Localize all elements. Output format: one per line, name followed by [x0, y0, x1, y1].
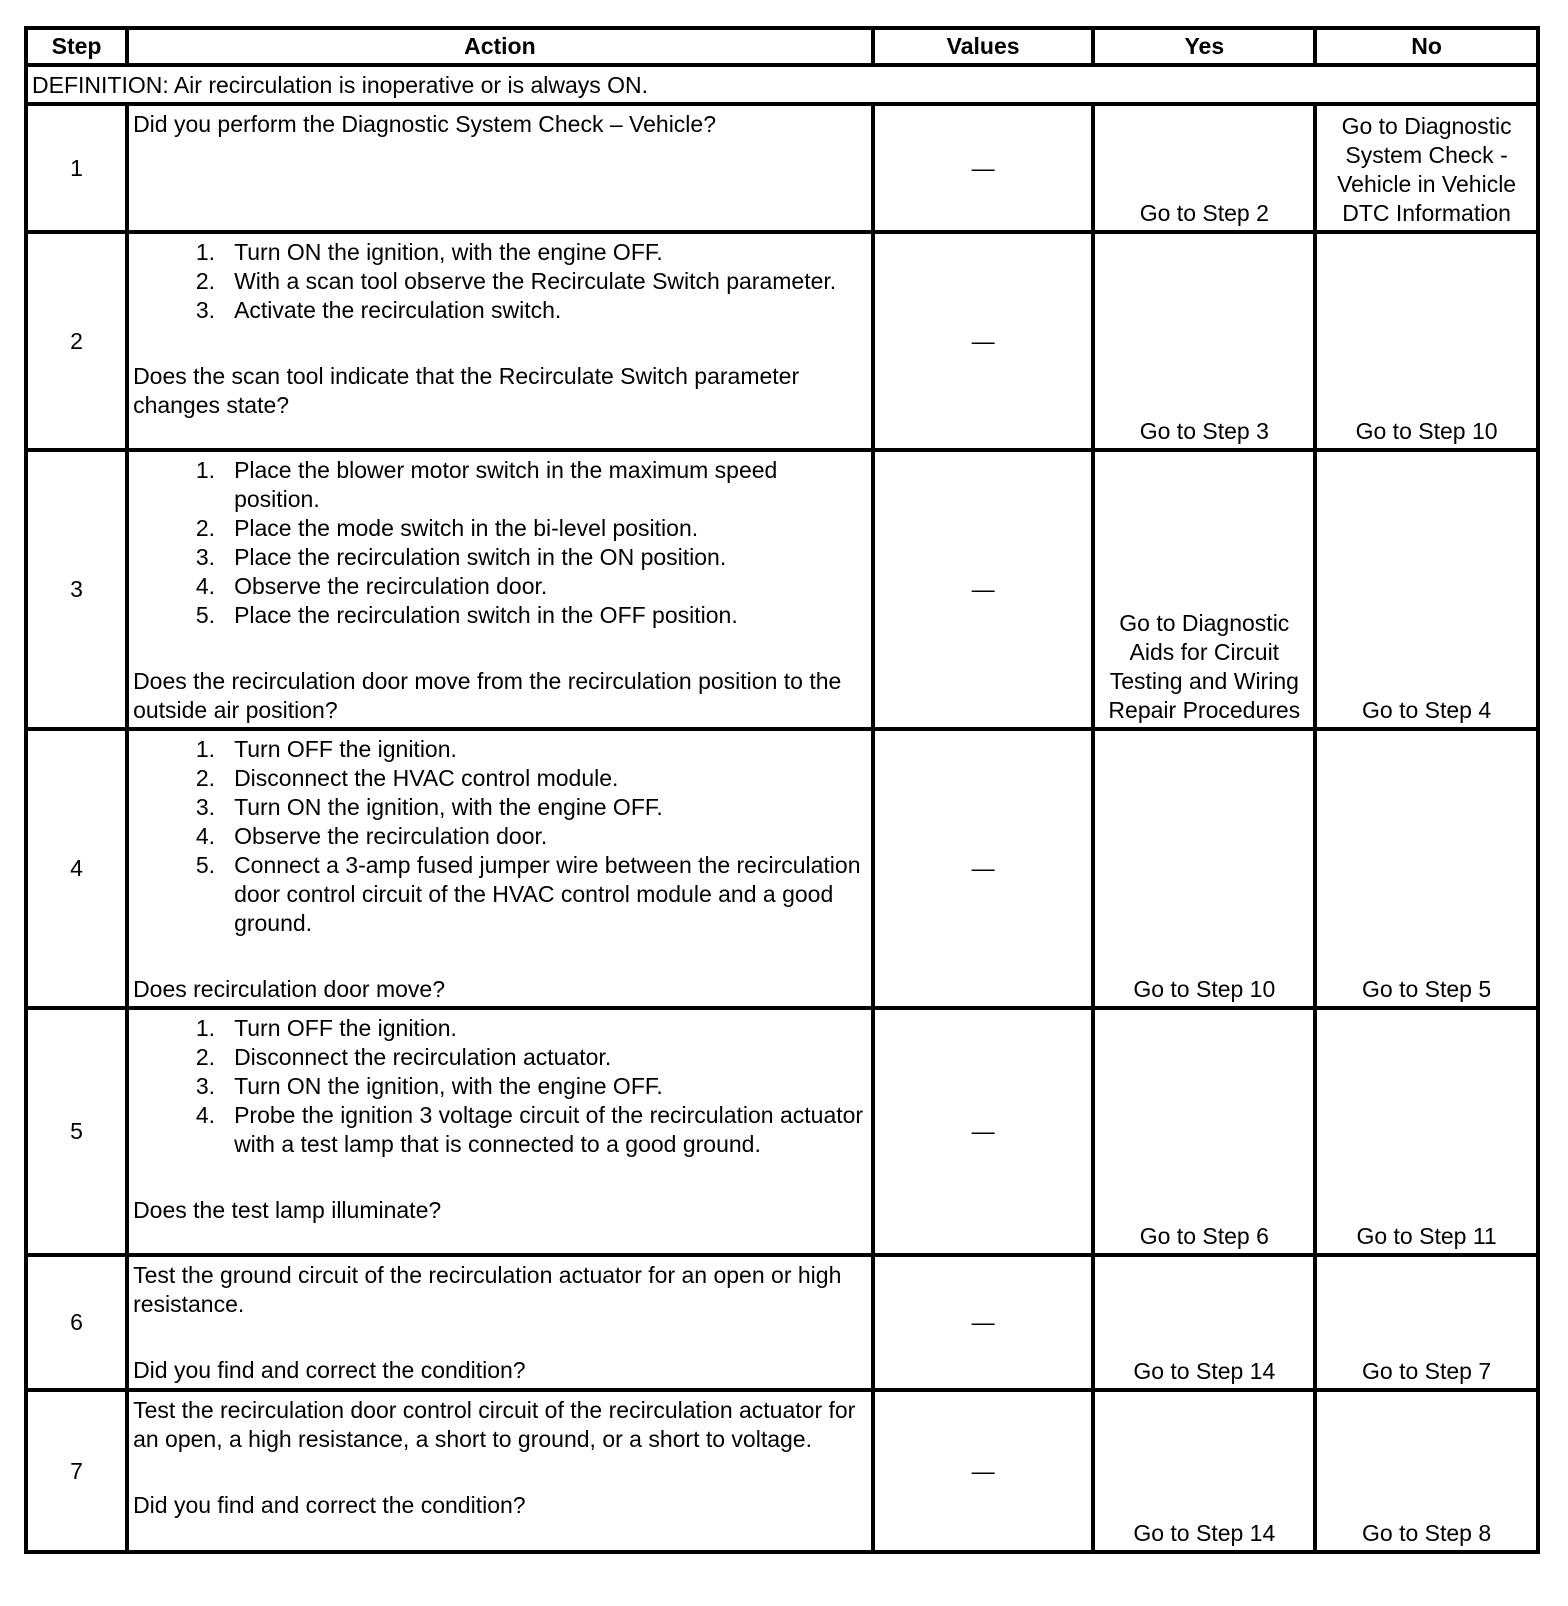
action-text: Test the recirculation door control circuit of the recirculation actuator for an open, a high resistance, a short to ground, or a short to voltage.	[133, 1397, 856, 1452]
list-item	[133, 793, 865, 822]
list-item	[133, 1072, 865, 1101]
substep-list	[133, 238, 865, 325]
action-cell	[127, 729, 873, 1008]
list-item	[133, 1101, 865, 1159]
table-row	[26, 450, 1538, 729]
value-cell: —	[873, 1255, 1094, 1390]
substep-text: Place the recirculation switch in the ON position.	[234, 544, 727, 570]
yes-link[interactable]: Go to Step 14	[1093, 1255, 1315, 1390]
no-link[interactable]: Go to Step 7	[1315, 1255, 1538, 1390]
header-yes: Yes	[1093, 28, 1315, 65]
step-number: 7	[26, 1390, 127, 1552]
list-item	[133, 296, 865, 325]
no-link[interactable]: Go to Step 5	[1315, 729, 1538, 1008]
value-cell: —	[873, 232, 1094, 450]
substep-number: 2.	[195, 268, 216, 294]
question-text: Does the recirculation door move from the recirculation position to the outside air position?	[133, 668, 842, 723]
step-number: 3	[26, 450, 127, 729]
yes-link[interactable]: Go to Step 2	[1093, 104, 1315, 232]
substep-text: With a scan tool observe the Recirculate Switch parameter.	[234, 268, 837, 294]
header-step: Step	[26, 28, 127, 65]
table-row	[26, 729, 1538, 1008]
substep-text: Place the blower motor switch in the maximum speed position.	[234, 457, 778, 512]
table-row	[26, 1255, 1538, 1390]
substep-number: 4.	[195, 823, 216, 849]
action-cell	[127, 232, 873, 450]
substep-number: 3.	[195, 297, 216, 323]
substep-list	[133, 456, 865, 630]
substep-number: 5.	[195, 852, 216, 878]
step-number: 5	[26, 1008, 127, 1255]
substep-number: 5.	[195, 602, 216, 628]
step-number: 6	[26, 1255, 127, 1390]
substep-number: 3.	[195, 544, 216, 570]
list-item	[133, 456, 865, 514]
substep-text: Turn ON the ignition, with the engine OFF.	[234, 794, 663, 820]
substep-text: Observe the recirculation door.	[234, 573, 548, 599]
substep-number: 1.	[195, 239, 216, 265]
substep-text: Turn OFF the ignition.	[234, 1015, 457, 1041]
action-cell	[127, 450, 873, 729]
substep-number: 3.	[195, 794, 216, 820]
substep-list	[133, 735, 865, 938]
list-item	[133, 735, 865, 764]
step-number: 2	[26, 232, 127, 450]
yes-link[interactable]: Go to Step 14	[1093, 1390, 1315, 1552]
substep-text: Disconnect the HVAC control module.	[234, 765, 619, 791]
list-item	[133, 1043, 865, 1072]
question-text: Does the scan tool indicate that the Recirculate Switch parameter changes state?	[133, 363, 800, 418]
list-item	[133, 572, 865, 601]
value-cell: —	[873, 104, 1094, 232]
substep-text: Connect a 3-amp fused jumper wire between the recirculation door control circuit of the HVAC control module and a good ground.	[234, 852, 861, 936]
list-item	[133, 543, 865, 572]
action-text: Test the ground circuit of the recirculation actuator for an open or high resistance.	[133, 1262, 842, 1317]
substep-text: Observe the recirculation door.	[234, 823, 548, 849]
substep-number: 3.	[195, 1073, 216, 1099]
definition-row	[26, 65, 1538, 104]
action-cell	[127, 1390, 873, 1552]
no-link[interactable]: Go to Diagnostic System Check - Vehicle in Vehicle DTC Information	[1315, 104, 1538, 232]
substep-text: Probe the ignition 3 voltage circuit of the recirculation actuator with a test lamp that is connected to a good ground.	[234, 1102, 864, 1157]
substep-number: 2.	[195, 1044, 216, 1070]
no-link[interactable]: Go to Step 11	[1315, 1008, 1538, 1255]
substep-number: 2.	[195, 515, 216, 541]
yes-link[interactable]: Go to Step 6	[1093, 1008, 1315, 1255]
no-link[interactable]: Go to Step 8	[1315, 1390, 1538, 1552]
diagnostic-table	[24, 26, 1540, 1554]
list-item	[133, 1014, 865, 1043]
list-item	[133, 601, 865, 630]
substep-text: Disconnect the recirculation actuator.	[234, 1044, 612, 1070]
substep-text: Turn ON the ignition, with the engine OFF.	[234, 239, 663, 265]
header-no: No	[1315, 28, 1538, 65]
list-item	[133, 267, 865, 296]
substep-text: Activate the recirculation switch.	[234, 297, 562, 323]
substep-number: 1.	[195, 1015, 216, 1041]
list-item	[133, 764, 865, 793]
table-row	[26, 1008, 1538, 1255]
table-row	[26, 1390, 1538, 1552]
substep-number: 4.	[195, 573, 216, 599]
question-text: Does the test lamp illuminate?	[133, 1197, 442, 1223]
question-text: Did you find and correct the condition?	[133, 1492, 526, 1518]
action-cell	[127, 1255, 873, 1390]
substep-text: Turn OFF the ignition.	[234, 736, 457, 762]
list-item	[133, 514, 865, 543]
step-number: 4	[26, 729, 127, 1008]
header-row	[26, 28, 1538, 65]
substep-text: Turn ON the ignition, with the engine OFF.	[234, 1073, 663, 1099]
value-cell: —	[873, 1008, 1094, 1255]
table-row	[26, 232, 1538, 450]
step-number: 1	[26, 104, 127, 232]
header-values: Values	[873, 28, 1094, 65]
yes-link[interactable]: Go to Step 3	[1093, 232, 1315, 450]
question-text: Does recirculation door move?	[133, 976, 445, 1002]
no-link[interactable]: Go to Step 10	[1315, 232, 1538, 450]
value-cell: —	[873, 1390, 1094, 1552]
substep-text: Place the recirculation switch in the OFF position.	[234, 602, 738, 628]
substep-text: Place the mode switch in the bi-level position.	[234, 515, 699, 541]
substep-number: 4.	[195, 1102, 216, 1128]
action-cell	[127, 1008, 873, 1255]
substep-number: 2.	[195, 765, 216, 791]
question-text: Did you find and correct the condition?	[133, 1357, 526, 1383]
no-link[interactable]: Go to Step 4	[1315, 450, 1538, 729]
value-cell: —	[873, 729, 1094, 1008]
list-item	[133, 822, 865, 851]
yes-link[interactable]: Go to Step 10	[1093, 729, 1315, 1008]
value-cell: —	[873, 450, 1094, 729]
substep-list	[133, 1014, 865, 1159]
substep-number: 1.	[195, 736, 216, 762]
header-action: Action	[127, 28, 873, 65]
table-row	[26, 104, 1538, 232]
list-item	[133, 851, 865, 938]
action-text: Did you perform the Diagnostic System Check – Vehicle?	[127, 104, 873, 232]
yes-link[interactable]: Go to Diagnostic Aids for Circuit Testing and Wiring Repair Procedures	[1093, 450, 1315, 729]
substep-number: 1.	[195, 457, 216, 483]
definition-text: DEFINITION: Air recirculation is inoperative or is always ON.	[26, 65, 1538, 104]
list-item	[133, 238, 865, 267]
